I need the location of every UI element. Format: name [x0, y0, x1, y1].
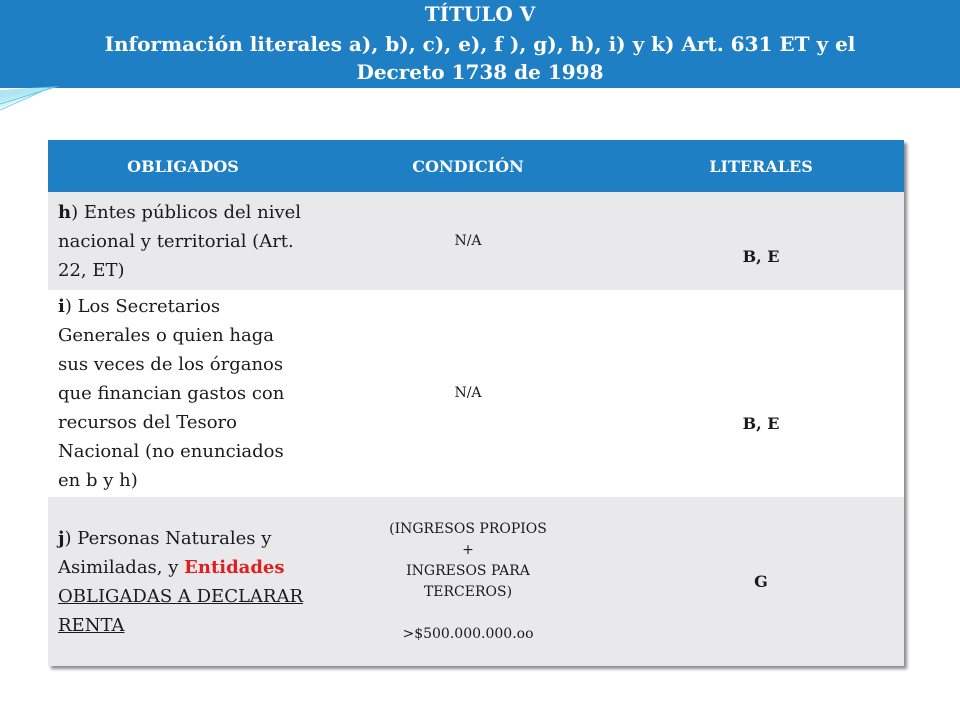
obligados-table	[48, 140, 904, 666]
condicion-line: >$500.000.000.oo	[402, 625, 534, 642]
cell-literales	[618, 192, 904, 290]
condicion-line: INGRESOS PARA	[406, 562, 530, 579]
header-condicion: CONDICIÓN	[318, 140, 618, 192]
header-obligados: OBLIGADOS	[48, 140, 318, 192]
condicion-line: TERCEROS)	[423, 583, 513, 600]
obligadas-underlined: OBLIGADAS A DECLARAR RENTA	[58, 585, 304, 636]
literales-value: B, E	[742, 414, 780, 433]
header-literales: LITERALES	[618, 140, 904, 192]
slide-subtitle-line2: Decreto 1738 de 1998	[356, 60, 604, 84]
table-row	[48, 290, 904, 497]
entidades-highlight: Entidades	[184, 556, 285, 578]
slide-subtitle-line1: Información literales a), b), c), e), f ), g), h), i) y k) Art. 631 ET y el	[104, 32, 856, 56]
cell-obligado	[48, 290, 318, 497]
table-row	[48, 192, 904, 290]
cell-condicion: N/A	[318, 192, 618, 290]
table-row	[48, 497, 904, 666]
literales-value: B, E	[742, 246, 780, 266]
slide-title: TÍTULO V	[424, 2, 536, 26]
row-letter: i	[58, 296, 65, 317]
cell-literales	[618, 290, 904, 497]
condicion-line: (INGRESOS PROPIOS	[389, 520, 547, 537]
cell-condicion	[318, 497, 618, 666]
row-letter: h	[58, 201, 72, 223]
cell-condicion: N/A	[318, 290, 618, 497]
cell-obligado	[48, 192, 318, 290]
condicion-line	[328, 603, 608, 624]
decorative-accent-lines	[0, 78, 80, 118]
cell-literales: G	[618, 497, 904, 666]
obligado-text: ) Los Secretarios Generales o quien haga sus veces de los órganos que financian gastos con recursos del Tesoro Nacional (no enunciados en b y h)	[58, 296, 285, 491]
condicion-line: +	[462, 541, 474, 558]
obligado-text: ) Personas Naturales y Asimiladas, y	[58, 527, 272, 578]
title-banner	[0, 0, 960, 88]
table-header-row	[48, 140, 904, 192]
cell-obligado	[48, 497, 318, 666]
row-letter: j	[58, 527, 65, 549]
obligado-text: ) Entes públicos del nivel nacional y territorial (Art. 22, ET)	[58, 201, 302, 281]
